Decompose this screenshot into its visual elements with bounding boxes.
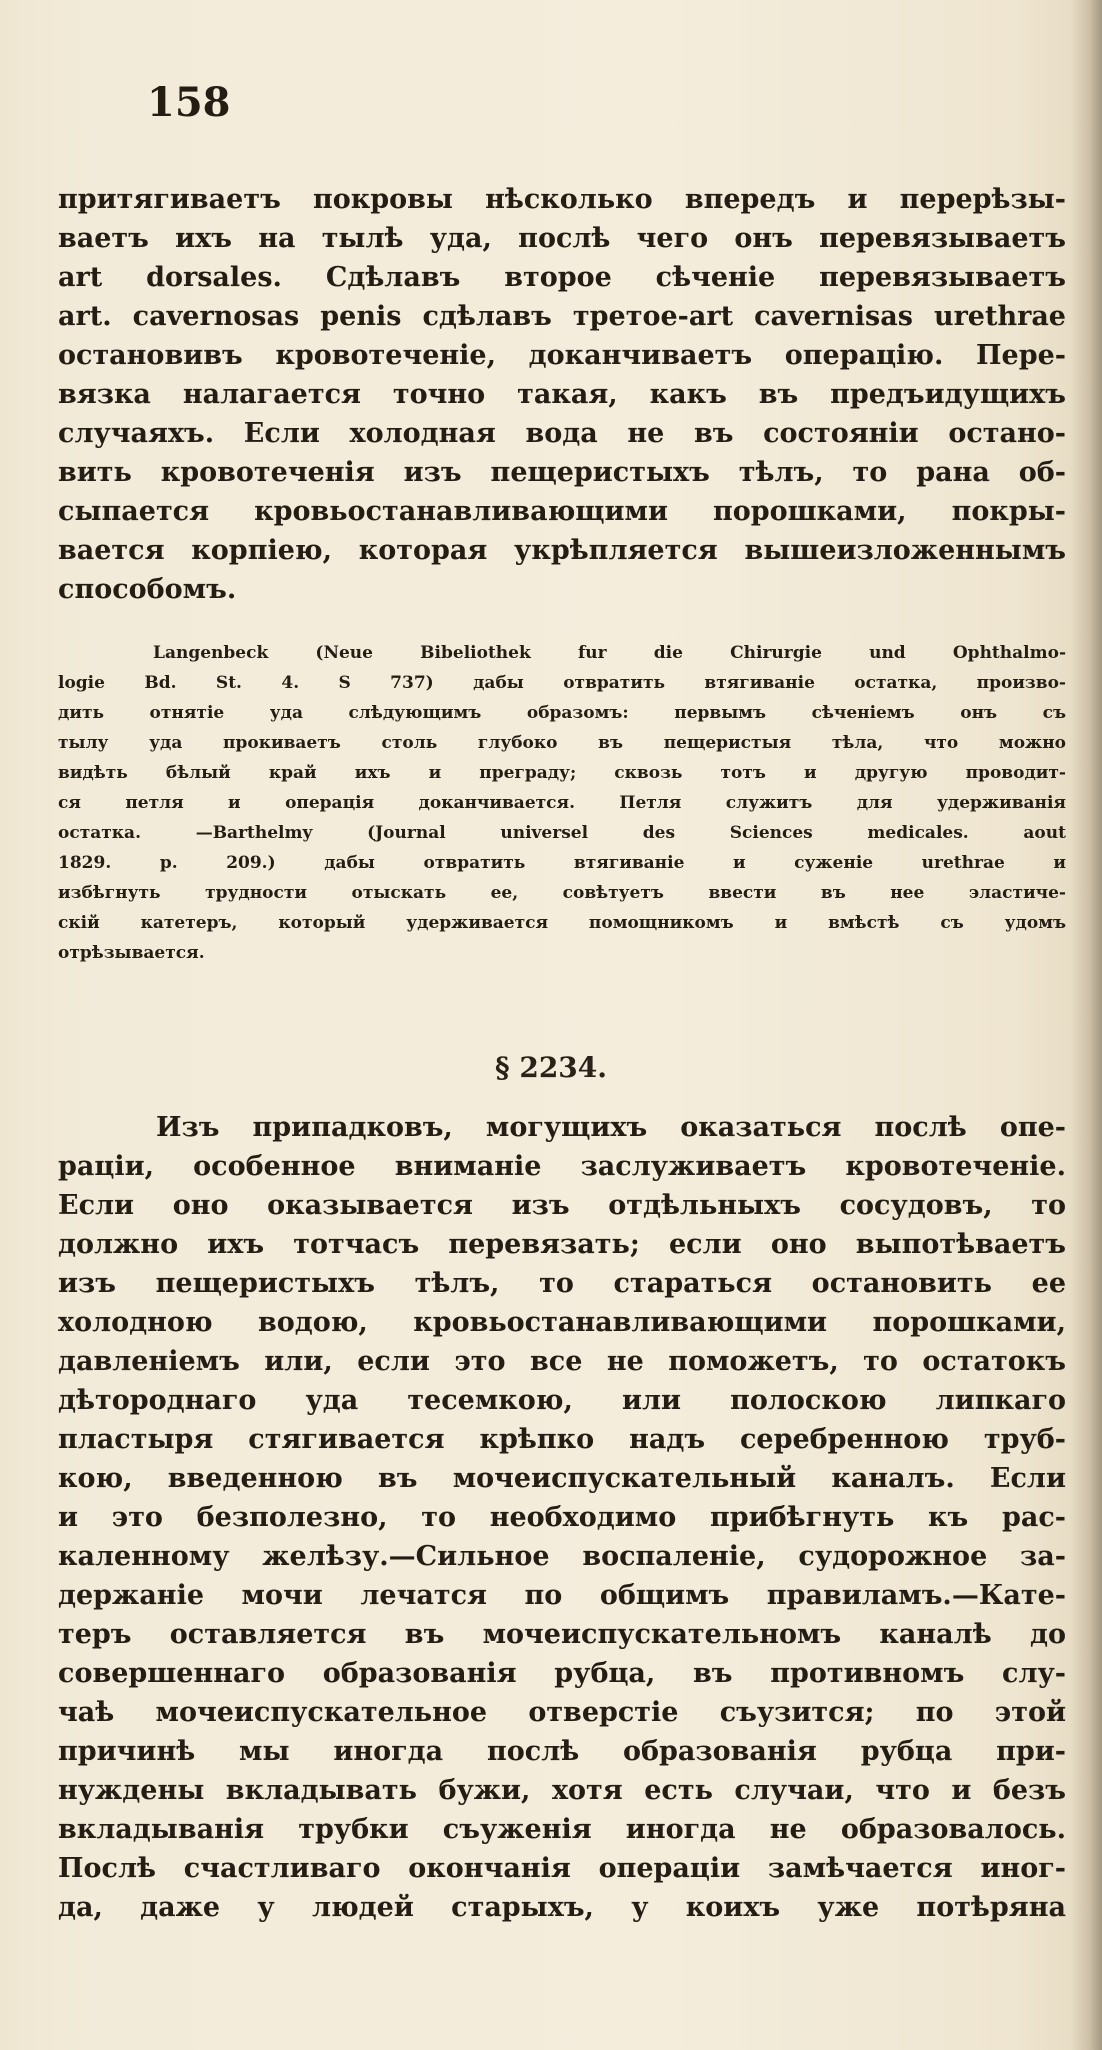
- text-line: притягиваетъ покровы нѣсколько впередъ и перерѣзы-: [58, 184, 1066, 215]
- section-heading: § 2234.: [494, 1051, 608, 1084]
- footnote-line: видѣть бѣлый край ихъ и преграду; сквозь тотъ и другую проводит-: [58, 763, 1066, 783]
- paragraph-1: [58, 180, 1066, 609]
- text-line: совершеннаго образованія рубца, въ противномъ слу-: [58, 1658, 1066, 1689]
- footnote-line: отрѣзывается.: [58, 943, 205, 963]
- text-line: вкладыванія трубки съуженія иногда не образовалось.: [58, 1814, 1066, 1845]
- text-line: кою, введенною въ мочеиспускательный каналъ. Если: [58, 1463, 1066, 1494]
- text-line: причинѣ мы иногда послѣ образованія рубца при-: [58, 1736, 1066, 1767]
- text-line: вить кровотеченія изъ пещеристыхъ тѣлъ, то рана об-: [58, 457, 1066, 488]
- text-line: должно ихъ тотчасъ перевязать; если оно выпотѣваетъ: [58, 1229, 1066, 1260]
- footnote: [58, 638, 1066, 968]
- footnote-line: 1829. p. 209.) дабы отвратить втягиваніе и суженіе urethrae и: [58, 853, 1066, 873]
- footnote-line: остатка. —Barthelmy (Journal universel des Sciences medicales. aout: [58, 823, 1066, 843]
- text-line: Если оно оказывается изъ отдѣльныхъ сосудовъ, то: [58, 1190, 1066, 1221]
- text-line: каленному желѣзу.—Сильное воспаленіе, судорожное за-: [58, 1541, 1066, 1572]
- footnote-line: ся петля и операція доканчивается. Петля служитъ для удерживанія: [58, 793, 1066, 813]
- footnote-line: дить отнятіе уда слѣдующимъ образомъ: первымъ сѣченіемъ онъ съ: [58, 703, 1066, 723]
- paragraph-2: [58, 1108, 1066, 1927]
- text-line: случаяхъ. Если холодная вода не въ состояніи останo-: [58, 418, 1066, 449]
- text-line: теръ оставляется въ мочеиспускательномъ каналѣ до: [58, 1619, 1066, 1650]
- text-line: держаніе мочи лечатся по общимъ правиламъ.—Катe-: [58, 1580, 1066, 1611]
- footnote-line: logie Bd. St. 4. S 737) дабы отвратить втягиваніе остатка, произво-: [58, 673, 1066, 693]
- footnote-line: Langenbeck (Neue Bibeliothek fur die Chirurgie und Ophthalmo-: [153, 643, 1066, 663]
- text-line: вязка налагается точно такая, какъ въ предъидущихъ: [58, 379, 1066, 410]
- text-line: раціи, особенное вниманіе заслуживаетъ кровотеченіе.: [58, 1151, 1066, 1182]
- text-line: давленіемъ или, если это все не поможетъ, то остатокъ: [58, 1346, 1066, 1377]
- footnote-line: скій катетеръ, который удерживается помощникомъ и вмѣстѣ съ удомъ: [58, 913, 1066, 933]
- text-line: Послѣ счастливаго окончанія операціи замѣчается иног-: [58, 1853, 1066, 1884]
- text-line: да, даже у людей старыхъ, у коихъ уже потѣряна: [58, 1892, 1066, 1923]
- text-line: Изъ припадковъ, могущихъ оказаться послѣ опе-: [156, 1112, 1066, 1143]
- text-line: дѣтороднаго уда тесемкою, или полоскою липкаго: [58, 1385, 1066, 1416]
- text-line: изъ пещеристыхъ тѣлъ, то стараться остановить ее: [58, 1268, 1066, 1299]
- text-line: чаѣ мочеиспускательное отверстіе съузится; по этой: [58, 1697, 1066, 1728]
- text-line: вается корпіею, которая укрѣпляется вышеизложеннымъ: [58, 535, 1066, 566]
- text-line: art dorsales. Сдѣлавъ второе сѣченіе перевязываетъ: [58, 262, 1066, 293]
- text-line: ваетъ ихъ на тылѣ уда, послѣ чего онъ перевязываетъ: [58, 223, 1066, 254]
- footnote-line: избѣгнуть трудности отыскать ее, совѣтуетъ ввести въ нее эластиче-: [58, 883, 1066, 903]
- text-line: холодною водою, кровьостанавливающими порошками,: [58, 1307, 1066, 1338]
- footnote-line: тылу уда прокиваетъ столь глубоко въ пещеристыя тѣла, что можно: [58, 733, 1066, 753]
- page-number: 158: [147, 79, 231, 126]
- text-line: нуждены вкладывать бужи, хотя есть случаи, что и безъ: [58, 1775, 1066, 1806]
- text-line: способомъ.: [58, 574, 237, 605]
- text-line: пластыря стягивается крѣпко надъ серебренною труб-: [58, 1424, 1066, 1455]
- text-line: и это безполезно, то необходимо прибѣгнуть къ рас-: [58, 1502, 1066, 1533]
- text-line: остановивъ кровотеченіе, доканчиваетъ операцію. Пере-: [58, 340, 1066, 371]
- text-line: art. cavernosas penis сдѣлавъ третое-art cavernisas urethrae: [58, 301, 1066, 332]
- text-line: сыпается кровьостанавливающими порошками, покры-: [58, 496, 1066, 527]
- page-edge-shadow: [1070, 0, 1102, 2050]
